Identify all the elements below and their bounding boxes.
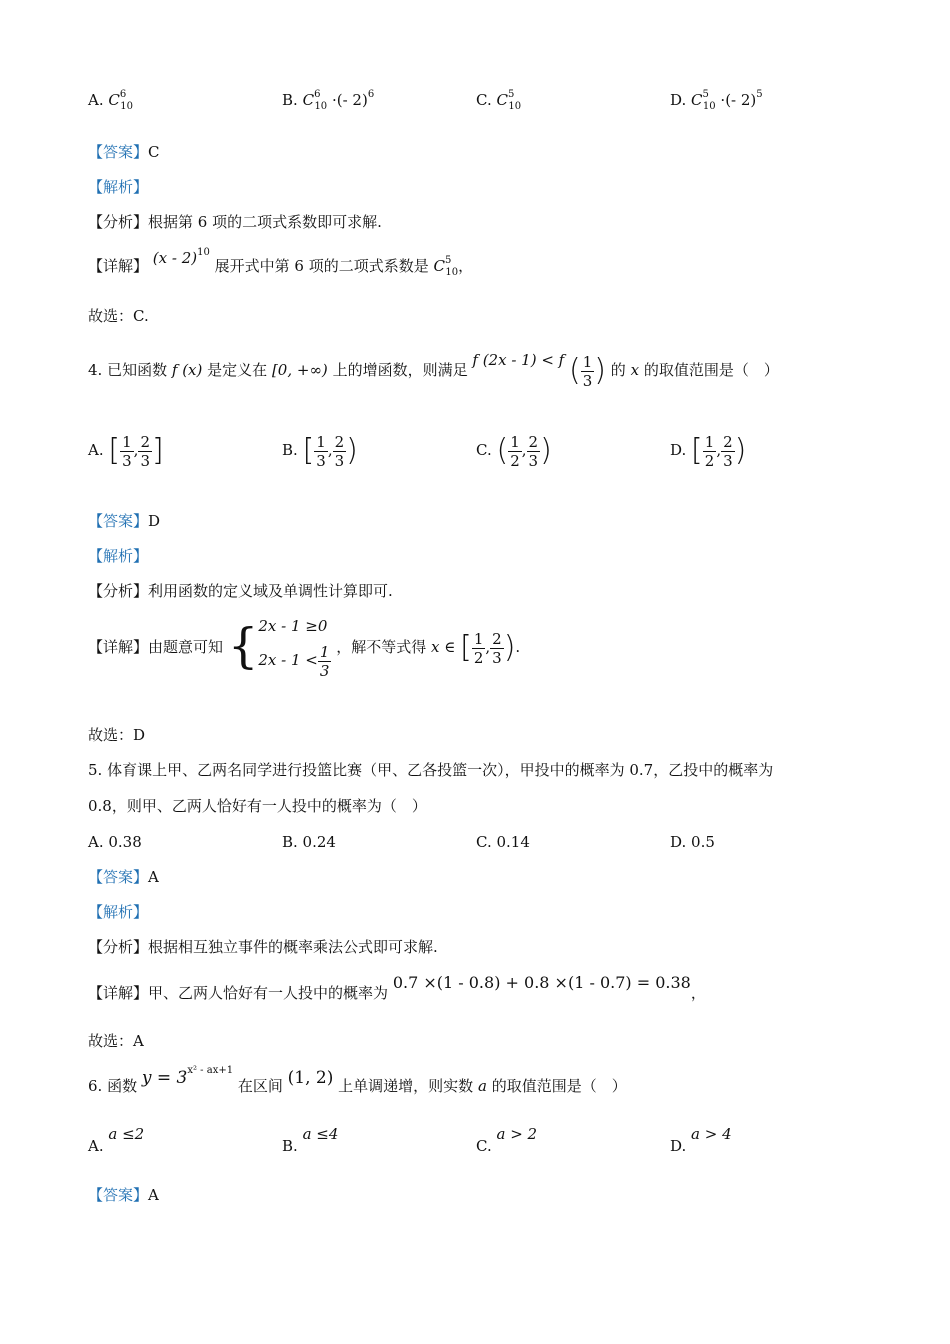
- factor: ·(- 2): [331, 91, 368, 109]
- fenxi-text: 根据相互独立事件的概率乘法公式即可求解.: [148, 938, 438, 956]
- brace: {: [227, 618, 259, 674]
- q4-analysis-tag: 【解析】: [88, 547, 149, 565]
- interval: (1, 2): [287, 1068, 334, 1088]
- option-label: D.: [670, 91, 687, 109]
- option-label: D.: [670, 1137, 687, 1155]
- q6-answer: [88, 1185, 159, 1205]
- option-label: B.: [282, 91, 298, 109]
- answer-tag: 【答案】: [88, 868, 149, 886]
- binom-c: C: [496, 91, 508, 109]
- q3-answer: [88, 142, 160, 162]
- stem-text: 的: [610, 361, 626, 379]
- detail-tag: 【详解】: [88, 984, 149, 1002]
- q6-option-c: [476, 1125, 538, 1156]
- q3-option-b: [282, 90, 374, 113]
- sup: 5: [756, 89, 763, 100]
- binom-c: C: [691, 91, 703, 109]
- inequality-system: 2x - 1 ≥0 2x - 1 < $\frac{1}{3}$: [258, 617, 330, 680]
- sup: 5: [444, 255, 452, 266]
- option-label: A.: [88, 1137, 104, 1155]
- answer-value: A: [148, 1186, 159, 1204]
- stem-text: 6. 函数: [88, 1077, 138, 1095]
- q4-answer: [88, 511, 160, 531]
- binomial-expr: (x - 2): [152, 249, 198, 267]
- fx: f (x): [171, 361, 203, 379]
- punct: ，: [690, 984, 706, 1002]
- detail-tag: 【详解】: [88, 638, 149, 656]
- q5-stem-line1: 5. 体育课上甲、乙两名同学进行投篮比赛（甲、乙各投篮一次），甲投中的概率为 0.7，乙投中的概率为: [88, 761, 774, 779]
- q3-option-c: [476, 90, 521, 113]
- detail-text: 由题意可知: [148, 638, 224, 656]
- option-label: B.: [282, 441, 298, 459]
- fenxi-tag: 【分析】: [88, 938, 149, 956]
- fraction: $\frac{1}{3}$: [582, 352, 593, 390]
- sup: 6: [314, 89, 321, 100]
- paren-left: (: [569, 353, 581, 388]
- q4-option-d: D. [ $\frac{1}{2}$ , $\frac{2}{3}$ ): [670, 432, 747, 470]
- fenxi-text: 根据第 6 项的二项式系数即可求解.: [148, 213, 382, 231]
- q3-fenxi: [88, 212, 382, 232]
- q3-analysis-tag: 【解析】: [88, 178, 149, 196]
- option-math: a > 2: [496, 1125, 538, 1143]
- option-math: a ≤4: [302, 1125, 339, 1143]
- q5-answer: [88, 867, 159, 887]
- stem-text: 在区间: [237, 1077, 283, 1095]
- option-label: C.: [476, 91, 492, 109]
- option-label: D.: [670, 441, 687, 459]
- q4-stem: [88, 350, 779, 391]
- stem-text: 4. 已知函数: [88, 361, 168, 379]
- q5-option-c: C. 0.14: [476, 833, 530, 851]
- q5-detail: [88, 973, 706, 1003]
- sub: 10: [120, 101, 133, 112]
- q3-option-a: [88, 90, 133, 113]
- paren-right: ): [594, 353, 606, 388]
- q4-detail: 【详解】由题意可知 { 2x - 1 ≥0 2x - 1 < $\frac{1}{3}$ ，解不等式得 x ∈ [ $\frac{1}{2}$ , $\frac{2}{3}$ ).: [88, 614, 520, 682]
- stem-text: 的取值范围是（ ）: [643, 361, 779, 379]
- factor: ·(- 2): [720, 91, 757, 109]
- punct: ，: [458, 257, 474, 275]
- option-label: B.: [282, 1137, 298, 1155]
- q3-option-d: [670, 90, 763, 113]
- detail-text: 甲、乙两人恰好有一人投中的概率为: [148, 984, 389, 1002]
- probability-expr: 0.7 ×(1 - 0.8) + 0.8 ×(1 - 0.7) = 0.38: [392, 973, 691, 992]
- option-label: C.: [476, 441, 492, 459]
- interval: [0, +∞): [271, 361, 328, 379]
- fenxi-tag: 【分析】: [88, 582, 149, 600]
- option-label: A.: [88, 441, 104, 459]
- answer-tag: 【答案】: [88, 1186, 149, 1204]
- q6-option-d: [670, 1125, 732, 1156]
- answer-value: D: [148, 512, 161, 530]
- q5-option-b: B. 0.24: [282, 833, 336, 851]
- function-expr: y = 3: [141, 1068, 188, 1088]
- q5-option-a: A. 0.38: [88, 833, 142, 851]
- sub: 10: [508, 101, 522, 112]
- q4-option-a: A. [ $\frac{1}{3}$ , $\frac{2}{3}$ ]: [88, 432, 164, 470]
- q5-choose: 故选：A: [88, 1032, 144, 1050]
- exponent: x² - ax+1: [187, 1065, 234, 1076]
- answer-value: A: [148, 868, 159, 886]
- q6-option-b: [282, 1125, 339, 1156]
- var-a: a: [477, 1077, 487, 1095]
- option-label: C.: [476, 1137, 492, 1155]
- q3-choose: 故选：C.: [88, 307, 149, 325]
- sub: 10: [314, 101, 328, 112]
- stem-text: 上的增函数，则满足: [332, 361, 468, 379]
- detail-text: 展开式中第 6 项的二项式系数是: [214, 257, 429, 275]
- sub: 10: [445, 267, 459, 278]
- q4-fenxi: [88, 581, 393, 601]
- option-label: A.: [88, 91, 104, 109]
- q5-stem-line2: 0.8，则甲、乙两人恰好有一人投中的概率为（ ）: [88, 797, 427, 815]
- q3-detail: [88, 247, 474, 279]
- q4-choose: 故选：D: [88, 726, 146, 744]
- inequality: f (2x - 1) < f: [472, 351, 565, 369]
- answer-value: C: [148, 143, 160, 161]
- detail-tag: 【详解】: [88, 257, 149, 275]
- stem-text: 上单调递增，则实数: [338, 1077, 474, 1095]
- answer-tag: 【答案】: [88, 512, 149, 530]
- q4-option-b: B. [ $\frac{1}{3}$ , $\frac{2}{3}$ ): [282, 432, 358, 470]
- sup: 6: [367, 89, 375, 100]
- sup: 5: [702, 89, 709, 100]
- option-math: a > 4: [691, 1125, 732, 1143]
- q6-stem: [88, 1065, 627, 1099]
- answer-tag: 【答案】: [88, 143, 149, 161]
- stem-text: 是定义在: [207, 361, 268, 379]
- sup: 10: [197, 247, 210, 258]
- binom-c: C: [302, 91, 315, 109]
- sub: 10: [702, 101, 716, 112]
- sup: 6: [119, 89, 127, 100]
- stem-text: 的取值范围是（ ）: [491, 1077, 627, 1095]
- binom-c: C: [108, 91, 120, 109]
- sup: 5: [507, 89, 515, 100]
- q5-fenxi: [88, 937, 438, 957]
- var-x: x: [630, 361, 640, 379]
- x-in: x ∈: [430, 638, 456, 656]
- q6-option-a: [88, 1125, 145, 1156]
- q5-option-d: D. 0.5: [670, 833, 715, 851]
- binom-c: C: [433, 257, 445, 275]
- option-math: a ≤2: [108, 1125, 145, 1143]
- q5-analysis-tag: 【解析】: [88, 903, 149, 921]
- detail-text: ，解不等式得: [336, 638, 427, 656]
- fenxi-tag: 【分析】: [88, 213, 149, 231]
- fenxi-text: 利用函数的定义域及单调性计算即可.: [148, 582, 393, 600]
- q4-option-c: C. ( $\frac{1}{2}$ , $\frac{2}{3}$ ): [476, 432, 552, 470]
